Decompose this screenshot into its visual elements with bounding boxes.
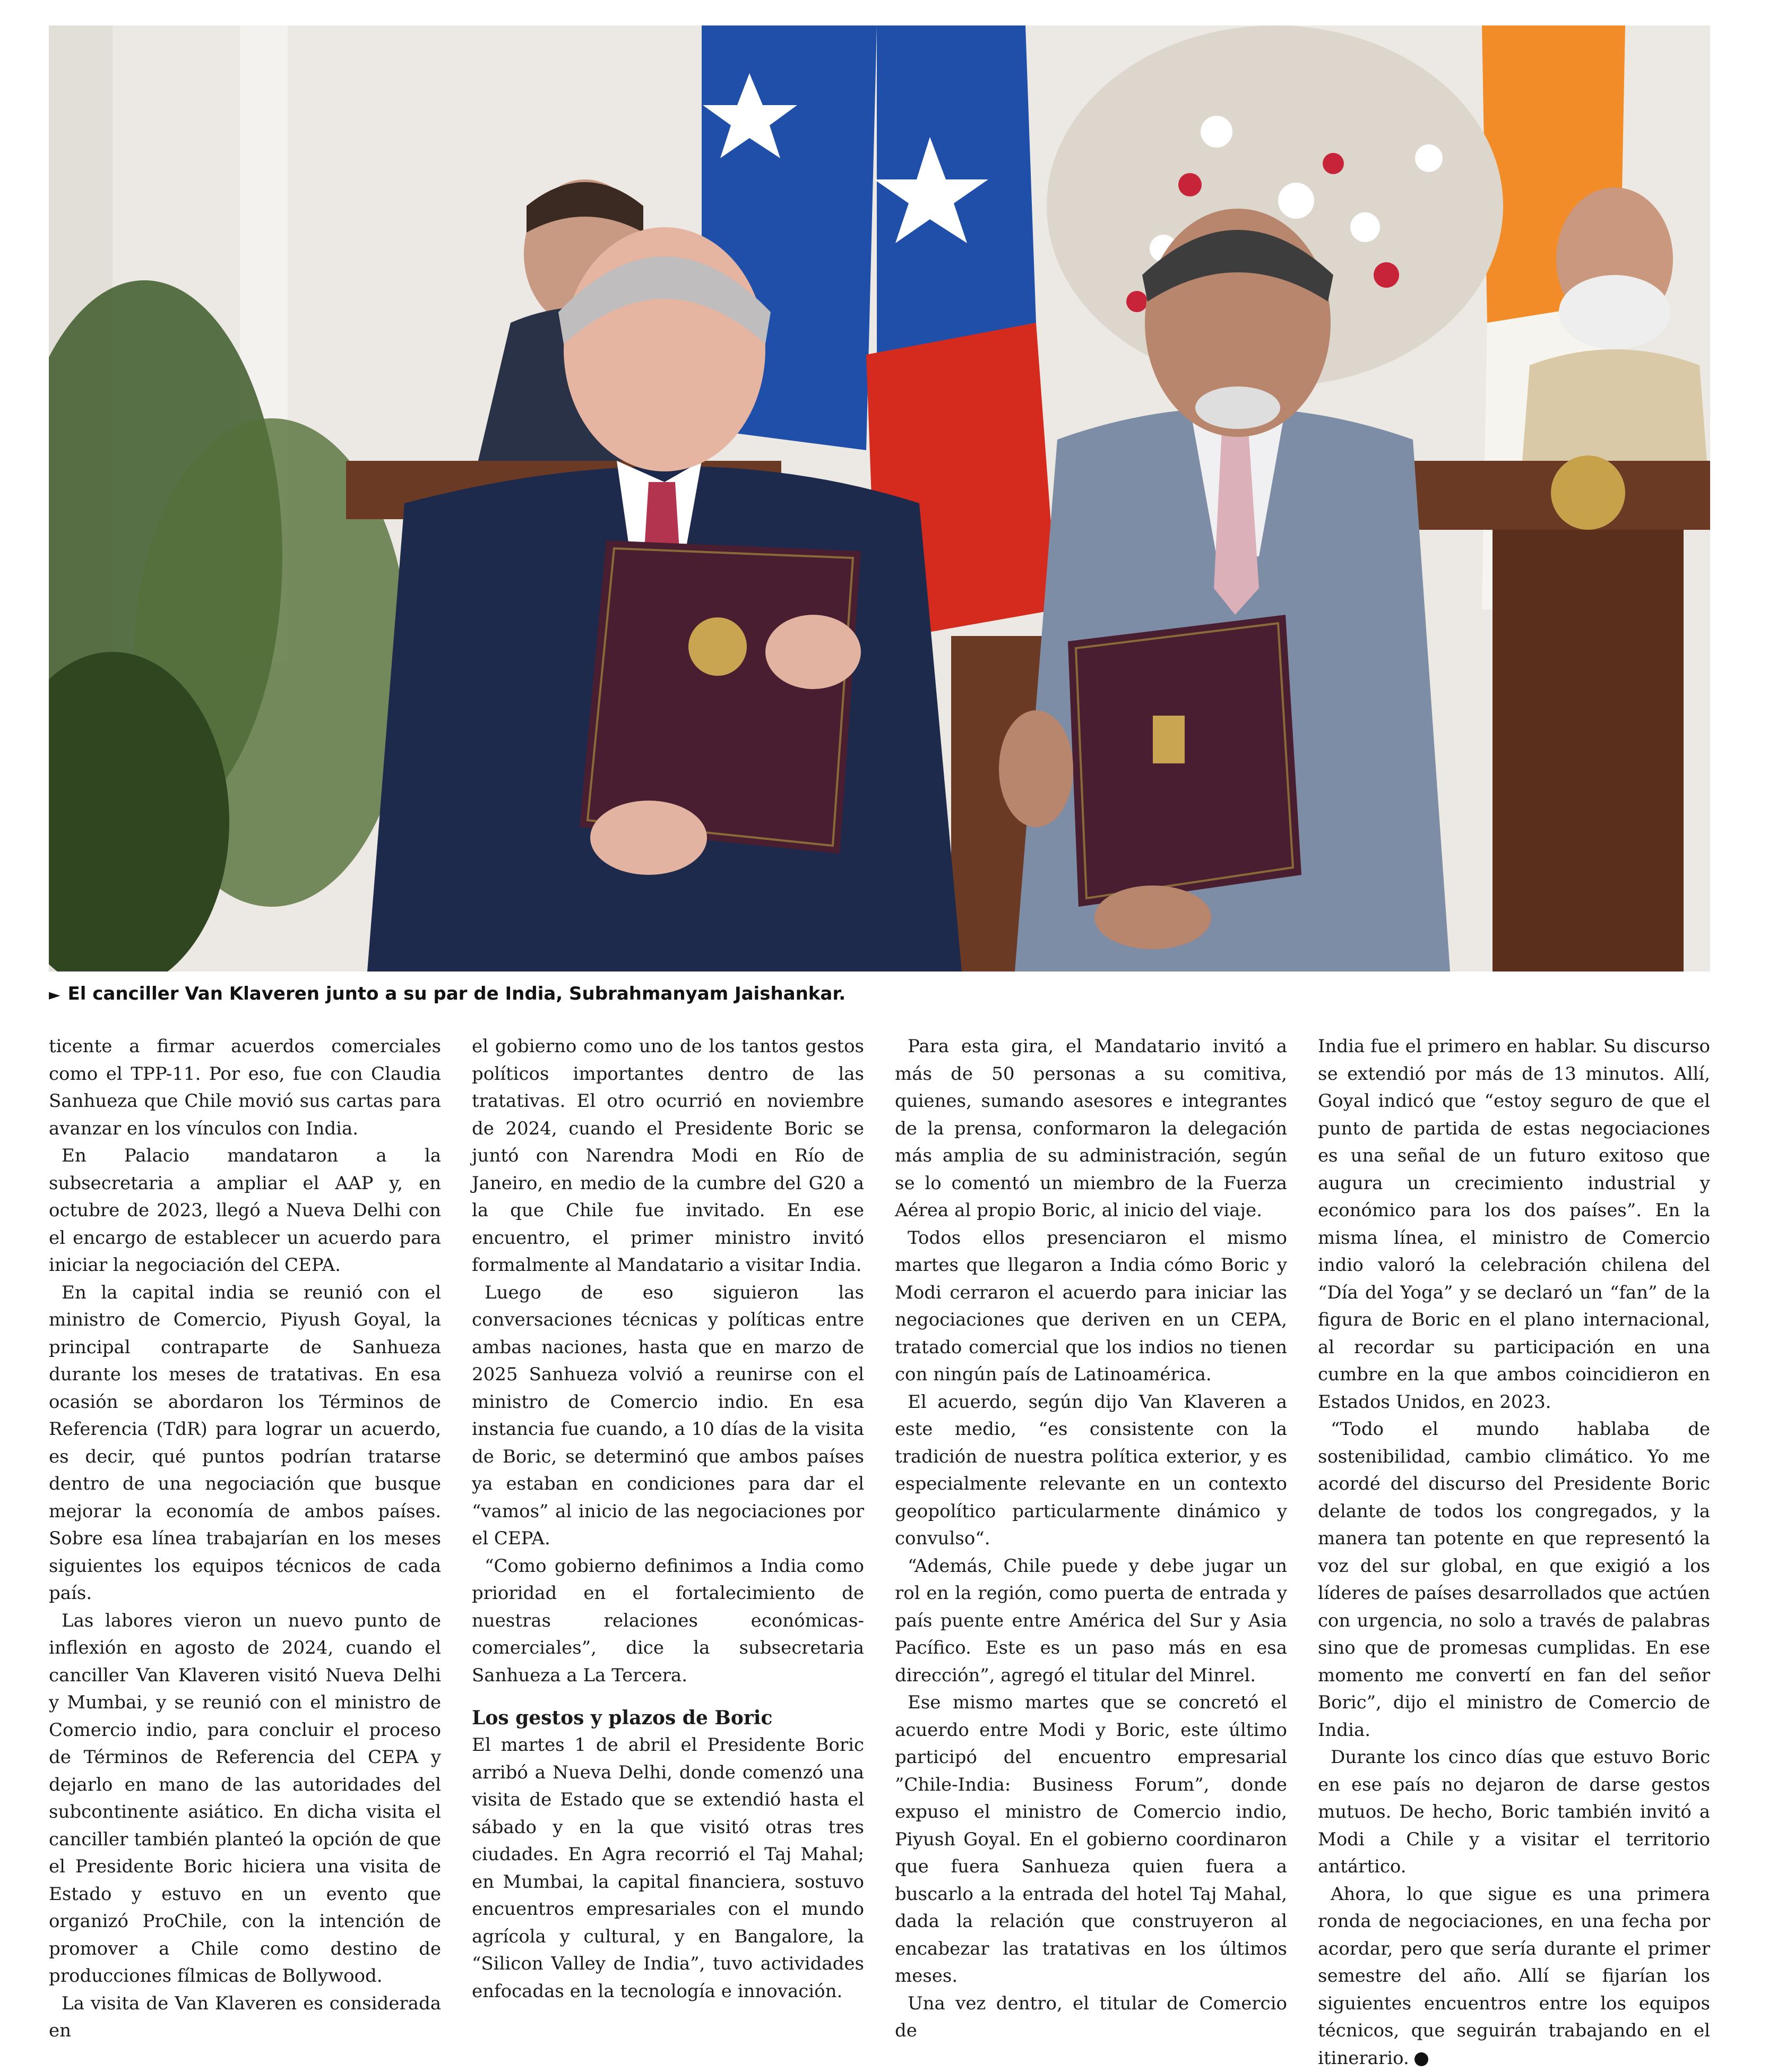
paragraph: Una vez dentro, el titular de Comercio de (895, 1990, 1287, 2045)
article-column-1 (49, 1033, 441, 1999)
paragraph: El martes 1 de abril el Presidente Boric arribó a Nueva Delhi, donde comenzó una visita de Estado que se extendió hasta el sábado y en la que visitó otras tres ciudades. En Agra recorrió el Taj Mahal; en Mumbai, la capital financiera, sostuvo encuentros empresariales con el mundo agrícola y cultural, y en Bangalore, la “Silicon Valley de India”, tuvo actividades enfocadas en la tecnología e innovación. (472, 1732, 864, 2005)
paragraph: “Como gobierno definimos a India como prioridad en el fortalecimiento de nuestras relaciones económicas-comerciales”, dice la subsecretaria Sanhueza a La Tercera. (472, 1553, 864, 1690)
photo-caption (49, 981, 1710, 1008)
paragraph: Luego de eso siguieron las conversaciones técnicas y políticas entre ambas naciones, hasta que en marzo de 2025 Sanhueza volvió a reunirse con el ministro de Comercio indio. En esa instancia fue cuando, a 10 días de la visita de Boric, se determinó que ambos países ya estaban en condiciones para dar el “vamos” al inicio de las negociaciones por el CEPA. (472, 1279, 864, 1553)
paragraph: Las labores vieron un nuevo punto de inflexión en agosto de 2024, cuando el canciller Van Klaveren visitó Nueva Delhi y Mumbai, y se reunió con el ministro de Comercio indio, para concluir el proceso de Términos de Referencia del CEPA y dejarlo en mano de las autoridades del subcontinente asiático. En dicha visita el canciller también planteó la opción de que el Presidente Boric hiciera una visita de Estado y estuvo en un evento que organizó ProChile, con la intención de promover a Chile como destino de producciones fílmicas de Bollywood. (49, 1607, 441, 1990)
caption-text: El canciller Van Klaveren junto a su par de India, Subrahmanyam Jaishankar. (68, 983, 846, 1004)
paragraph: Todos ellos presenciaron el mismo martes que llegaron a India cómo Boric y Modi cerraron el acuerdo para iniciar las negociaciones que deriven en un CEPA, tratado comercial que los indios no tienen con ningún país de Latinoamérica. (895, 1225, 1287, 1389)
paragraph-final-text: Ahora, lo que sigue es una primera ronda de negociaciones, en una fecha por acordar, pero que sería durante el primer semestre del año. Allí se fijarían los siguientes encuentros entre los equipos técnicos, que seguirán trabajando en el itinerario. (1318, 1884, 1710, 2069)
photo-illustration (49, 25, 1710, 971)
caption-arrow-icon: ► (49, 986, 61, 1003)
article-body (49, 1033, 1710, 1999)
paragraph-final (1318, 1881, 1710, 2072)
paragraph: Para esta gira, el Mandatario invitó a más de 50 personas a su comitiva, quienes, sumando asesores e integrantes de la prensa, conformaron la delegación más amplia de su administración, según se lo comentó un miembro de la Fuerza Aérea al propio Boric, al inicio del viaje. (895, 1033, 1287, 1225)
end-of-article-icon (1414, 2052, 1428, 2066)
article-column-4 (1318, 1033, 1710, 1999)
paragraph: “Todo el mundo hablaba de sostenibilidad, cambio climático. Yo me acordé del discurso del Presidente Boric delante de todos los congregados, y la manera tan potente en que representó la voz del sur global, en que exigió a los líderes de países desarrollados que actúen con urgencia, no solo a través de palabras sino que de promesas cumplidas. En ese momento me convertí en fan del señor Boric”, dijo el ministro de Comercio de India. (1318, 1416, 1710, 1744)
paragraph: el gobierno como uno de los tantos gestos políticos importantes dentro de las tratativas. El otro ocurrió en noviembre de 2024, cuando el Presidente Boric se juntó con Narendra Modi en Río de Janeiro, en medio de la cumbre del G20 a la que Chile fue invitado. En ese encuentro, el primer ministro invitó formalmente al Mandatario a visitar India. (472, 1033, 864, 1279)
paragraph: Durante los cinco días que estuvo Boric en ese país no dejaron de darse gestos mutuos. De hecho, Boric también invitó a Modi a Chile y a visitar el territorio antártico. (1318, 1744, 1710, 1881)
article-photo (49, 25, 1710, 971)
paragraph: “Además, Chile puede y debe jugar un rol en la región, como puerta de entrada y país puente entre América del Sur y Asia Pacífico. Este es un paso más en esa dirección”, agregó el titular del Minrel. (895, 1553, 1287, 1690)
paragraph: ticente a firmar acuerdos comerciales como el TPP-11. Por eso, fue con Claudia Sanhueza que Chile movió sus cartas para avanzar en los vínculos con India. (49, 1033, 441, 1142)
section-heading: Los gestos y plazos de Boric (472, 1704, 864, 1732)
article-column-3 (895, 1033, 1287, 1999)
paragraph: La visita de Van Klaveren es considerada en (49, 1990, 441, 2045)
article-column-2 (472, 1033, 864, 1999)
paragraph: En Palacio mandataron a la subsecretaria a ampliar el AAP y, en octubre de 2023, llegó a Nueva Delhi con el encargo de establecer un acuerdo para iniciar la negociación del CEPA. (49, 1142, 441, 1279)
paragraph: En la capital india se reunió con el ministro de Comercio, Piyush Goyal, la principal contraparte de Sanhueza durante los meses de tratativas. En esa ocasión se abordaron los Términos de Referencia (TdR) para lograr un acuerdo, es decir, qué puntos podrían tratarse dentro de una negociación que busque mejorar la economía de ambos países. Sobre esa línea trabajarían en los meses siguientes los equipos técnicos de cada país. (49, 1279, 441, 1607)
paragraph: India fue el primero en hablar. Su discurso se extendió por más de 13 minutos. Allí, Goyal indicó que “estoy seguro de que el punto de partida de estas negociaciones es una señal de un futuro exitoso que augura un crecimiento industrial y económico para los dos países”. En la misma línea, el ministro de Comercio indio valoró la celebración chilena del “Día del Yoga” y se declaró un “fan” de la figura de Boric en el plano internacional, al recordar su participación en una cumbre en la que ambos coincidieron en Estados Unidos, en 2023. (1318, 1033, 1710, 1416)
paragraph: Ese mismo martes que se concretó el acuerdo entre Modi y Boric, este último participó del encuentro empresarial ”Chile-India: Business Forum”, donde expuso el ministro de Comercio indio, Piyush Goyal. En el gobierno coordinaron que fuera Sanhueza quien fuera a buscarlo a la entrada del hotel Taj Mahal, dada la relación que construyeron al encabezar las tratativas en los últimos meses. (895, 1689, 1287, 1990)
paragraph: El acuerdo, según dijo Van Klaveren a este medio, “es consistente con la tradición de nuestra política exterior, y es especialmente relevante en un contexto geopolítico particularmente dinámico y convulso“. (895, 1389, 1287, 1553)
